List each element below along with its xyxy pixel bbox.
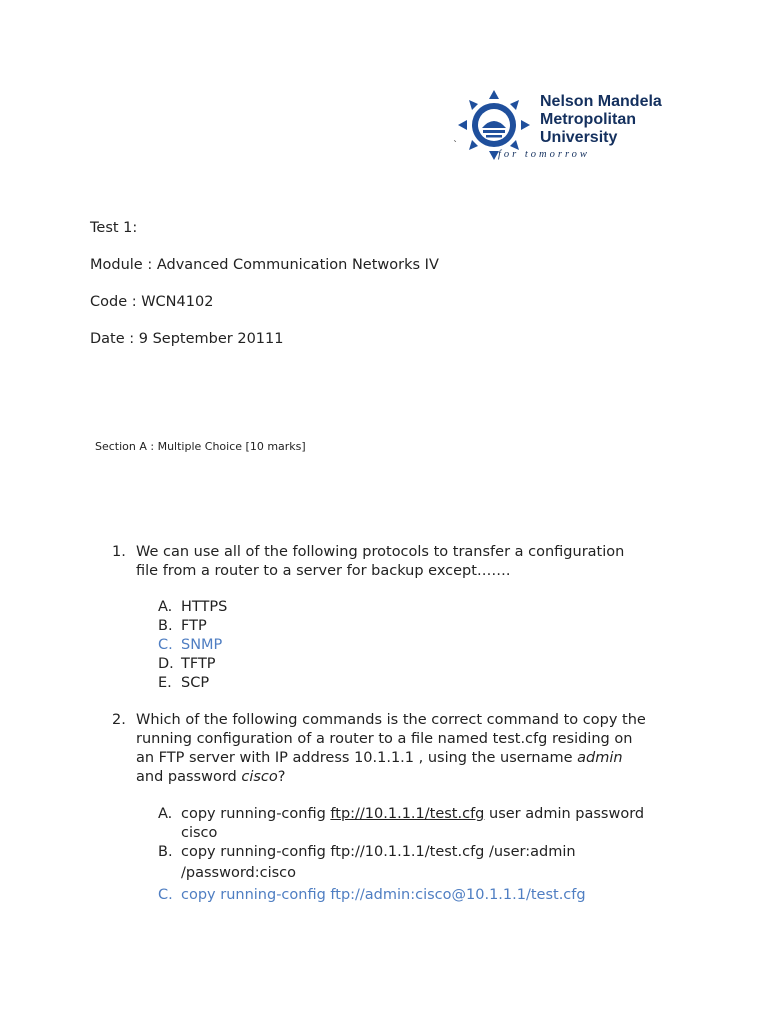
question-line: file from a router to a server for backup except……. xyxy=(136,563,511,579)
option-a xyxy=(158,598,227,617)
option-a xyxy=(158,805,644,843)
option-b xyxy=(158,617,227,636)
code-line: Code : WCN4102 xyxy=(90,294,214,310)
option-b xyxy=(158,843,644,883)
question-2-options xyxy=(158,805,644,905)
option-letter: B. xyxy=(158,618,173,634)
question-line xyxy=(136,768,676,787)
option-text: copy running-config xyxy=(181,806,326,822)
option-letter: A. xyxy=(158,806,173,822)
option-letter: C. xyxy=(158,637,173,653)
option-letter: C. xyxy=(158,887,173,903)
question-line: We can use all of the following protocols to transfer a configuration xyxy=(136,544,625,560)
option-text: FTP xyxy=(181,618,207,634)
logo-tagline: for tomorrow xyxy=(498,149,590,160)
option-text: copy running-config ftp://10.1.1.1/test.cfg /user:admin xyxy=(181,844,576,860)
option-text: TFTP xyxy=(181,656,216,672)
option-continuation: cisco xyxy=(181,825,218,841)
option-letter: E. xyxy=(158,675,172,691)
option-text: HTTPS xyxy=(181,599,228,615)
section-heading: Section A : Multiple Choice [10 marks] xyxy=(95,440,306,453)
university-logo xyxy=(458,88,678,164)
question-line: running configuration of a router to a file named test.cfg residing on xyxy=(136,731,633,747)
question-line xyxy=(136,749,676,768)
ftp-link[interactable]: ftp://10.1.1.1/test.cfg xyxy=(330,806,485,822)
module-line: Module : Advanced Communication Networks IV xyxy=(90,257,439,273)
question-text-part: and password xyxy=(136,769,237,785)
date-line: Date : 9 September 20111 xyxy=(90,331,284,347)
option-letter: B. xyxy=(158,844,173,860)
question-text xyxy=(136,543,676,581)
option-c-answer xyxy=(158,636,227,655)
logo-line-1: Nelson Mandela xyxy=(540,93,662,110)
logo-line-2: Metropolitan xyxy=(540,111,636,128)
option-text: SCP xyxy=(181,675,210,691)
option-letter: D. xyxy=(158,656,174,672)
password-emphasis: cisco xyxy=(241,769,278,785)
option-c-answer xyxy=(158,886,644,905)
option-continuation: /password:cisco xyxy=(181,865,297,881)
username-emphasis: admin xyxy=(577,750,623,766)
question-number: 1. xyxy=(112,544,126,560)
option-text: user admin password xyxy=(489,806,645,822)
option-e xyxy=(158,674,227,693)
logo-line-3: University xyxy=(540,129,618,146)
test-title: Test 1: xyxy=(90,220,138,236)
question-text-part: an FTP server with IP address 10.1.1.1 , using the username xyxy=(136,750,573,766)
question-1-options xyxy=(158,598,227,693)
question-mark: ? xyxy=(277,769,286,785)
option-d xyxy=(158,655,227,674)
question-line: Which of the following commands is the correct command to copy the xyxy=(136,712,646,728)
option-letter: A. xyxy=(158,599,173,615)
stray-mark: ` xyxy=(453,140,458,151)
question-text xyxy=(136,711,676,787)
option-text: SNMP xyxy=(181,637,223,653)
option-text: copy running-config ftp://admin:cisco@10.1.1.1/test.cfg xyxy=(181,887,586,903)
question-number: 2. xyxy=(112,712,126,728)
